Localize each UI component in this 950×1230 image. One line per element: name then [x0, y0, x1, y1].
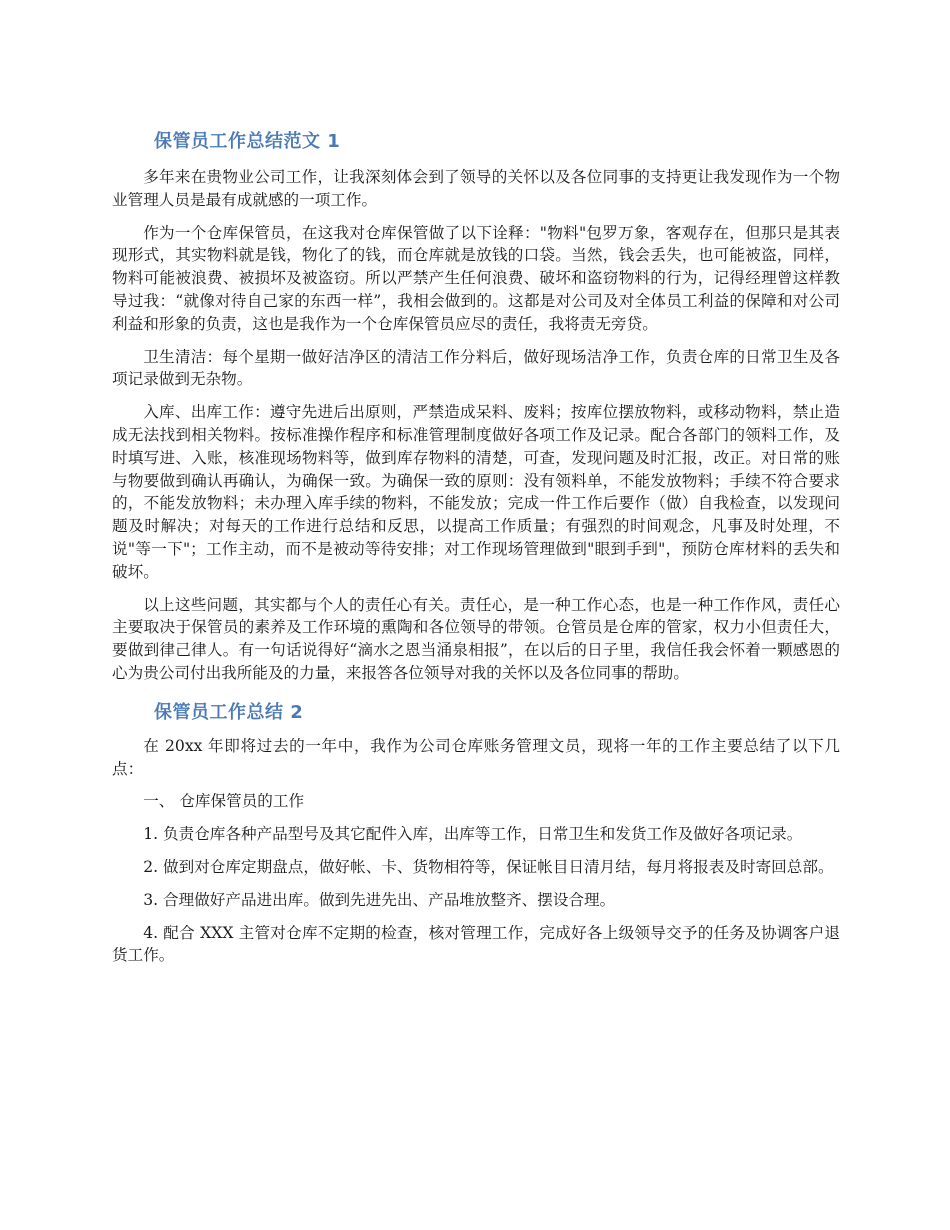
section-2-title: 保管员工作总结 2	[154, 701, 304, 723]
section-1-paragraph-1: 多年来在贵物业公司工作，让我深刻体会到了领导的关怀以及各位同事的支持更让我发现作为一个物业管理人员是最有成就感的一项工作。	[112, 168, 840, 209]
section-1-paragraph-2: 作为一个仓库保管员，在这我对仓库保管做了以下诠释："物料"包罗万象，客观存在，但那只是其表现形式，其实物料就是钱，物化了的钱，而仓库就是放钱的口袋。当然，钱会丢失，也可能被盗，同样，物料可能被浪费、被损坏及被盗窃。所以严禁产生任何浪费、破坏和盗窃物料的行为，记得经理曾这样教导过我：“就像对待自己家的东西一样”，我相会做到的。这都是对公司及对全体员工利益的保障和对公司利益和形象的负责，这也是我作为一个仓库保管员应尽的责任，我将责无旁贷。	[112, 223, 840, 333]
section-2-item-1: 1. 负责仓库各种产品型号及其它配件入库，出库等工作，日常卫生和发货工作及做好各项记录。	[143, 825, 803, 844]
section-2-item-3: 3. 合理做好产品进出库。做到先进先出、产品堆放整齐、摆设合理。	[143, 890, 616, 909]
section-2-subheading: 一、 仓库保管员的工作	[143, 792, 305, 811]
section-1-paragraph-3: 卫生清洁：每个星期一做好洁净区的清洁工作分料后，做好现场洁净工作，负责仓库的日常卫生及各项记录做到无杂物。	[112, 347, 840, 389]
section-1-paragraph-5: 以上这些问题，其实都与个人的责任心有关。责任心，是一种工作心态，也是一种工作作风，责任心主要取决于保管员的素养及工作环境的熏陶和各位领导的带领。仓管员是仓库的管家，权力小但责任大，要做到律己律人。有一句话说得好“滴水之恩当涌泉相报”，在以后的日子里，我信任我会怀着一颗感恩的心为贵公司付出我所能及的力量，来报答各位领导对我的关怀以及各位同事的帮助。	[112, 595, 840, 682]
section-1-paragraph-4: 入库、出库工作：遵守先进后出原则，严禁造成呆料、废料；按库位摆放物料，或移动物料，禁止造成无法找到相关物料。按标准操作程序和标准管理制度做好各项工作及记录。配合各部门的领料工作，及时填写进、入账，核准现场物料等，做到库存物料的清楚，可查，发现问题及时汇报，改正。对日常的账与物要做到确认再确认，为确保一致。为确保一致的原则：没有领料单，不能发放物料；手续不符合要求的，不能发放物料；未办理入库手续的物料，不能发放；完成一件工作后要作（做）自我检查，以发现问题及时解决；对每天的工作进行总结和反思，以提高工作质量；有强烈的时间观念，凡事及时处理，不说"等一下"；工作主动，而不是被动等待安排；对工作现场管理做到"眼到手到"，预防仓库材料的丢失和破坏。	[112, 403, 840, 581]
section-2-item-4: 4. 配合 XXX 主管对仓库不定期的检查，核对管理工作，完成好各上级领导交予的任务及协调客户退货工作。	[112, 923, 840, 965]
section-2-item-2: 2. 做到对仓库定期盘点，做好帐、卡、货物相符等，保证帐目日清月结，每月将报表及时寄回总部。	[143, 857, 834, 876]
section-2-paragraph-1: 在 20xx 年即将过去的一年中，我作为公司仓库账务管理文员，现将一年的工作主要总结了以下几点：	[112, 736, 840, 778]
section-1-title: 保管员工作总结范文 1	[154, 131, 341, 152]
document-page	[112, 128, 840, 977]
